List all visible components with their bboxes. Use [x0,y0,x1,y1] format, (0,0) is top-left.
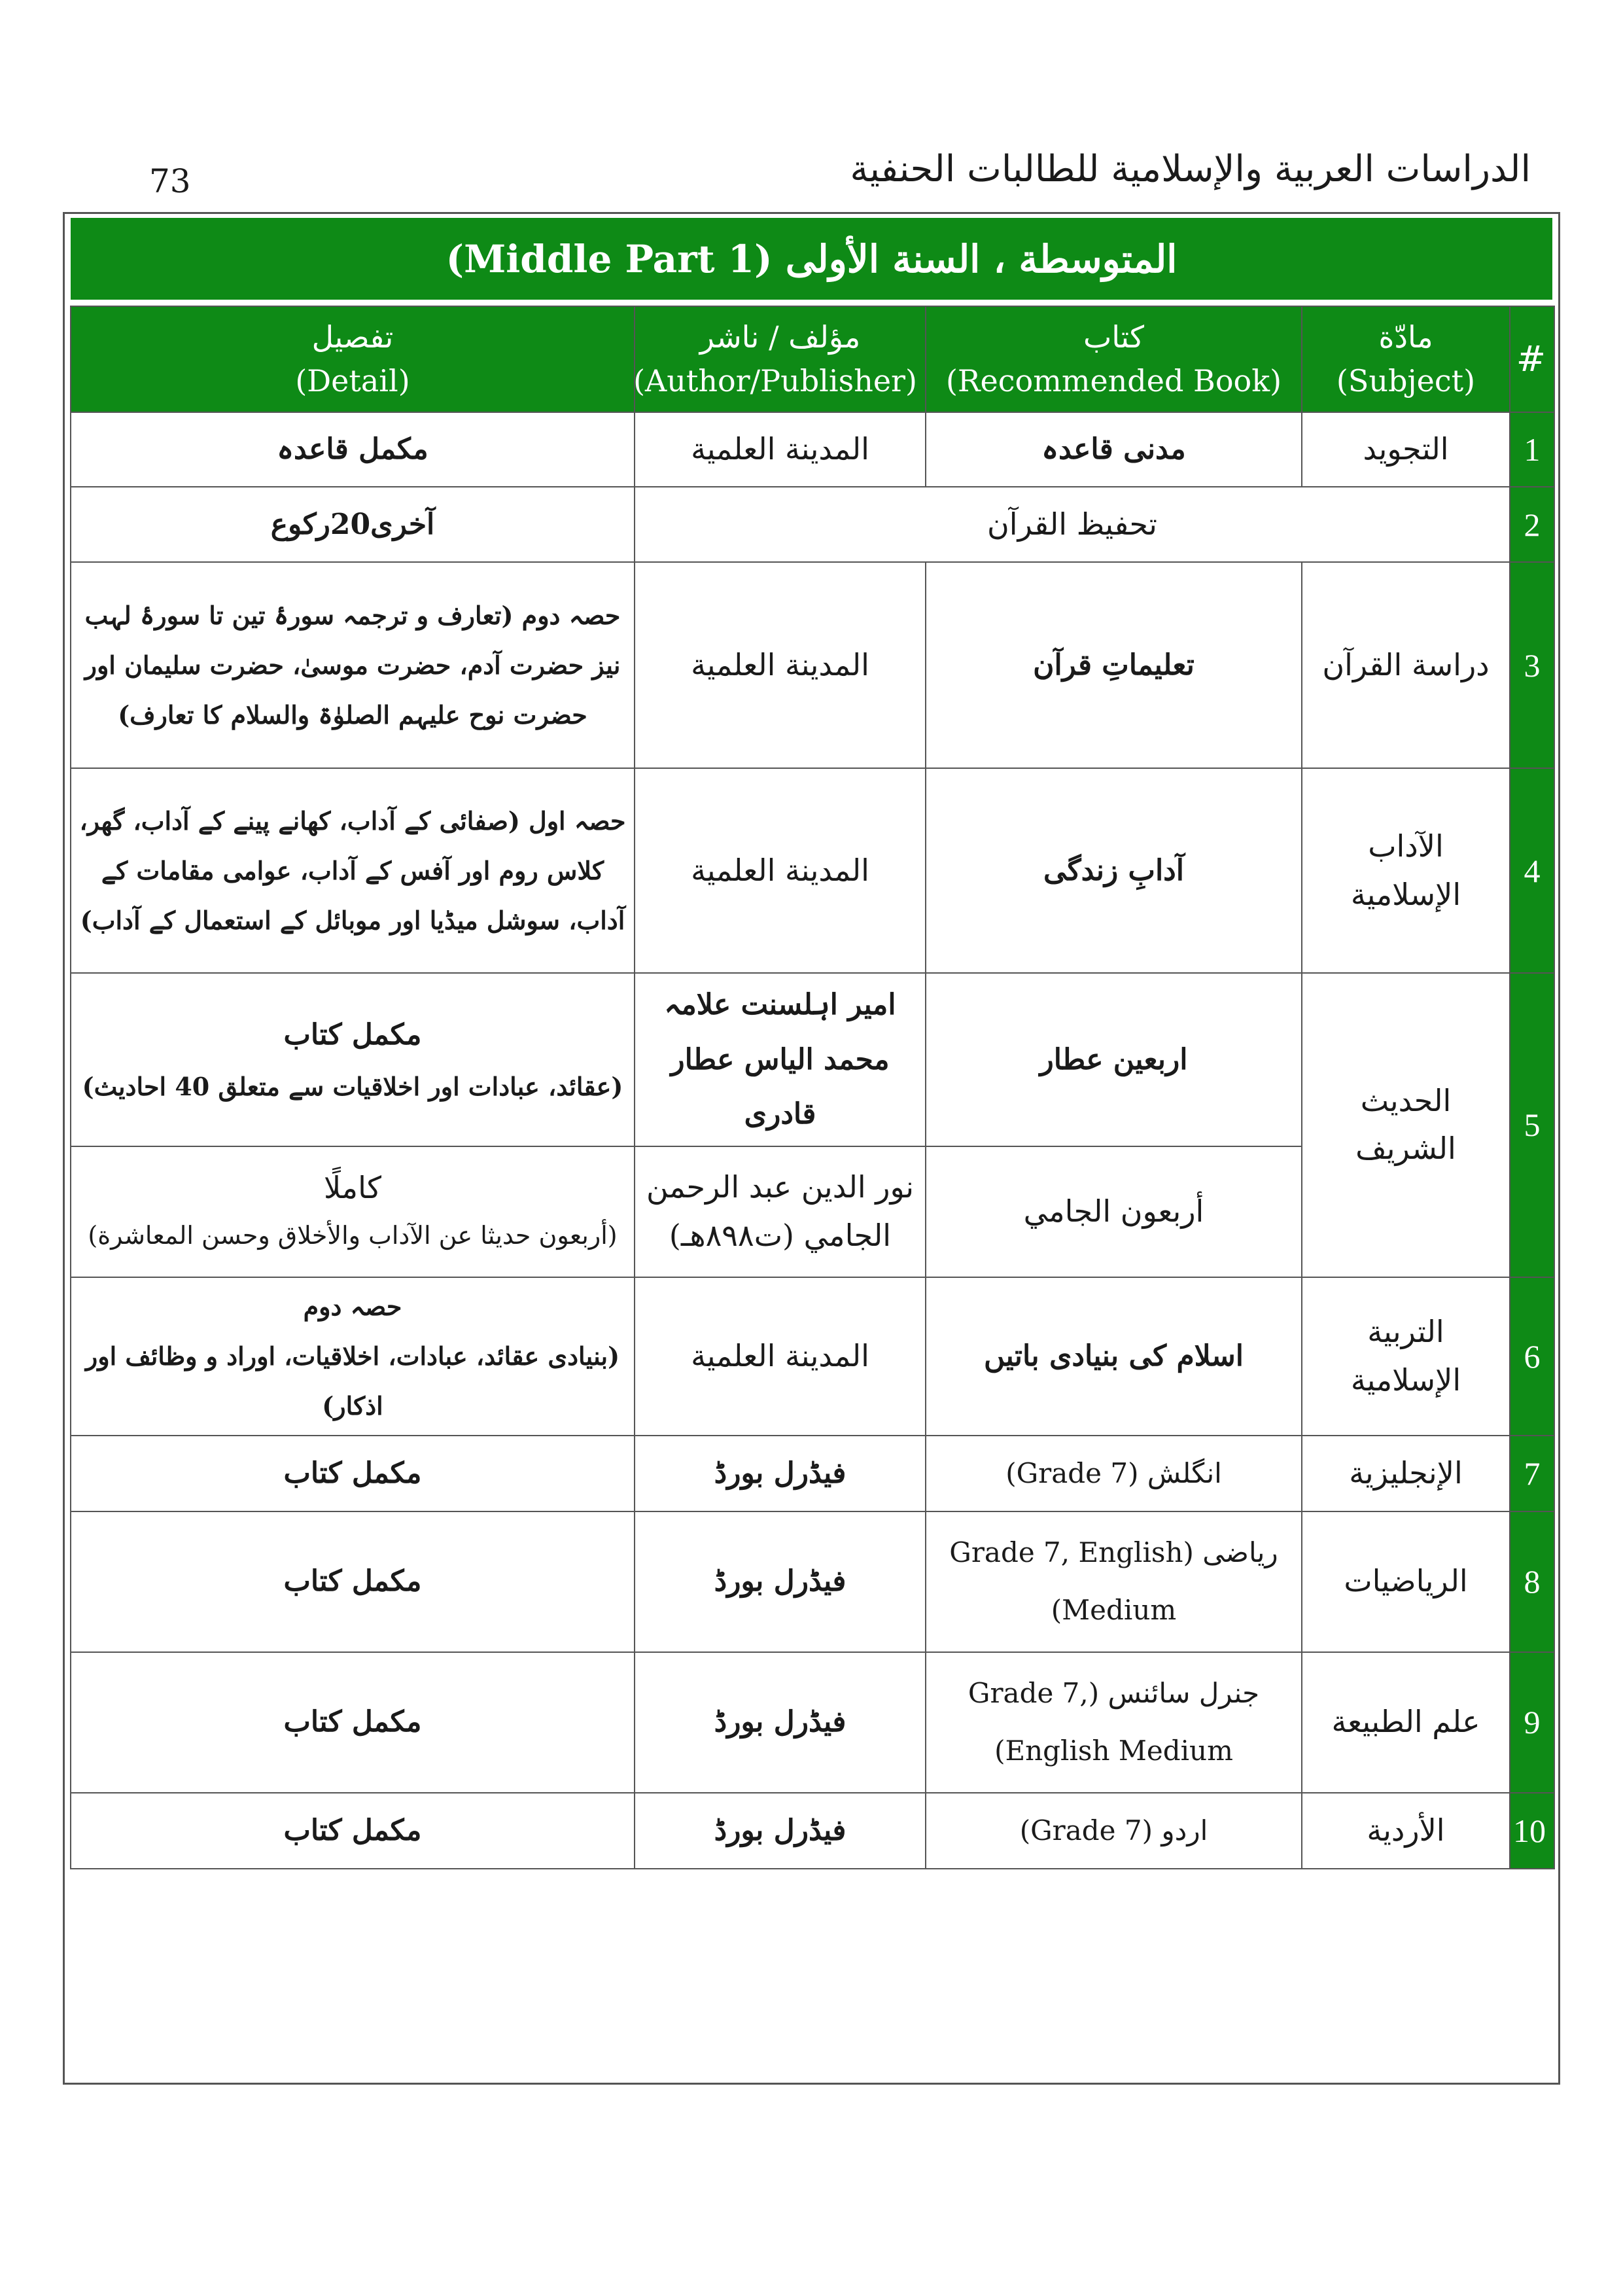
detail-cell: مکمل کتاب [71,1652,635,1793]
subject-cell: الآداب الإسلامية [1302,768,1510,973]
subject-cell: الحديث الشريف [1302,973,1510,1277]
row-number: 6 [1510,1277,1554,1436]
row-number: 4 [1510,768,1554,973]
author-cell: المدينة العلمية [635,412,926,487]
book-cell: اردو (Grade 7) [926,1793,1302,1869]
detail-cell [71,973,635,1146]
book-cell: جنرل سائنس (Grade 7, English Medium) [926,1652,1302,1793]
row-number: 2 [1510,487,1554,562]
row-number: 10 [1510,1793,1554,1869]
detail-main: حصہ دوم [303,1291,402,1321]
row-number: 1 [1510,412,1554,487]
subject-cell: التجويد [1302,412,1510,487]
header-author [635,306,926,412]
header-subject-en: (Subject) [1336,363,1476,398]
book-cell: أربعون الجامي [926,1146,1302,1277]
author-cell: المدينة العلمية [635,1277,926,1436]
detail-sub: (بنیادی عقائد، عبادات، اخلاقیات، اوراد و وظائف اور اذکار) [85,1341,620,1421]
table-row [71,1436,1554,1511]
detail-cell: حصہ اول (صفائی کے آداب، کھانے پینے کے آداب، گھر، کلاس روم اور آفس کے آداب، عوامی مقامات کے آداب، سوشل میڈیا اور موبائل کے استعمال کے آداب) [71,768,635,973]
subject-cell: الرياضيات [1302,1511,1510,1652]
row-number: 3 [1510,562,1554,768]
running-head: الدراسات العربية والإسلامية للطالبات الحنفية [850,148,1531,190]
detail-cell: آخری20رکوع [71,487,635,562]
author-cell: فیڈرل بورڈ [635,1436,926,1511]
row-number: 7 [1510,1436,1554,1511]
row-number: 8 [1510,1511,1554,1652]
header-author-en: (Author/Publisher) [633,363,917,398]
author-cell: المدينة العلمية [635,768,926,973]
row-number: 9 [1510,1652,1554,1793]
detail-main: كاملًا [323,1169,381,1205]
book-cell: ریاضی (Grade 7, English Medium) [926,1511,1302,1652]
book-cell: اربعین عطار [926,973,1302,1146]
detail-main: مکمل کتاب [283,1017,422,1051]
book-cell: آدابِ زندگی [926,768,1302,973]
detail-cell: حصہ دوم (تعارف و ترجمہ سورۂ تین تا سورۂ لہب نیز حضرت آدم، حضرت موسیٰ، حضرت سلیمان اور حضرت نوح علیہم الصلوٰۃ والسلام کا تعارف) [71,562,635,768]
header-author-label: مؤلف / ناشر [699,319,861,355]
author-cell: نور الدين عبد الرحمن الجامي (ت٨٩٨هـ) [635,1146,926,1277]
book-cell: اسلام کی بنیادی باتیں [926,1277,1302,1436]
subject-cell: علم الطبيعة [1302,1652,1510,1793]
header-detail [71,306,635,412]
author-cell: فیڈرل بورڈ [635,1511,926,1652]
table-row [71,768,1554,973]
header-book [926,306,1302,412]
header-subject-label: مادّة [1378,319,1433,355]
subject-cell: الإنجليزية [1302,1436,1510,1511]
table-row [71,973,1554,1146]
book-cell: انگلش (Grade 7) [926,1436,1302,1511]
table-row [71,1652,1554,1793]
author-cell: امیر اہلسنت علامہ محمد الیاس عطار قادری [635,973,926,1146]
header-subject [1302,306,1510,412]
table-header-row [71,306,1554,412]
detail-cell: مکمل کتاب [71,1511,635,1652]
detail-cell: مکمل کتاب [71,1793,635,1869]
detail-cell: مکمل قاعدہ [71,412,635,487]
detail-cell: مکمل کتاب [71,1436,635,1511]
subject-cell: تحفيظ القرآن [635,487,1510,562]
table-row [71,487,1554,562]
section-banner: المتوسطة ، السنة الأولى (Middle Part 1) [71,218,1552,300]
detail-sub: (أربعون حديثا عن الآداب والأخلاق وحسن المعاشرة) [88,1221,618,1250]
header-book-en: (Recommended Book) [945,363,1282,398]
subject-cell: دراسة القرآن [1302,562,1510,768]
header-detail-label: تفصيل [311,319,394,355]
detail-cell [71,1146,635,1277]
author-cell: المدينة العلمية [635,562,926,768]
table-row [71,1793,1554,1869]
subject-cell: الأردية [1302,1793,1510,1869]
detail-cell [71,1277,635,1436]
table-row [71,1277,1554,1436]
book-cell: مدنی قاعدہ [926,412,1302,487]
header-detail-en: (Detail) [295,363,410,398]
detail-sub: (عقائد، عبادات اور اخلاقیات سے متعلق 40 احادیث) [82,1072,623,1102]
table-row [71,562,1554,768]
table-row [71,1511,1554,1652]
subject-cell: التربية الإسلامية [1302,1277,1510,1436]
row-number: 5 [1510,973,1554,1277]
page-number: 73 [149,162,191,200]
header-num: # [1510,306,1554,412]
curriculum-table [70,306,1555,1869]
table-row [71,412,1554,487]
book-cell: تعلیماتِ قرآن [926,562,1302,768]
header-book-label: كتاب [1083,319,1145,355]
author-cell: فیڈرل بورڈ [635,1793,926,1869]
author-cell: فیڈرل بورڈ [635,1652,926,1793]
